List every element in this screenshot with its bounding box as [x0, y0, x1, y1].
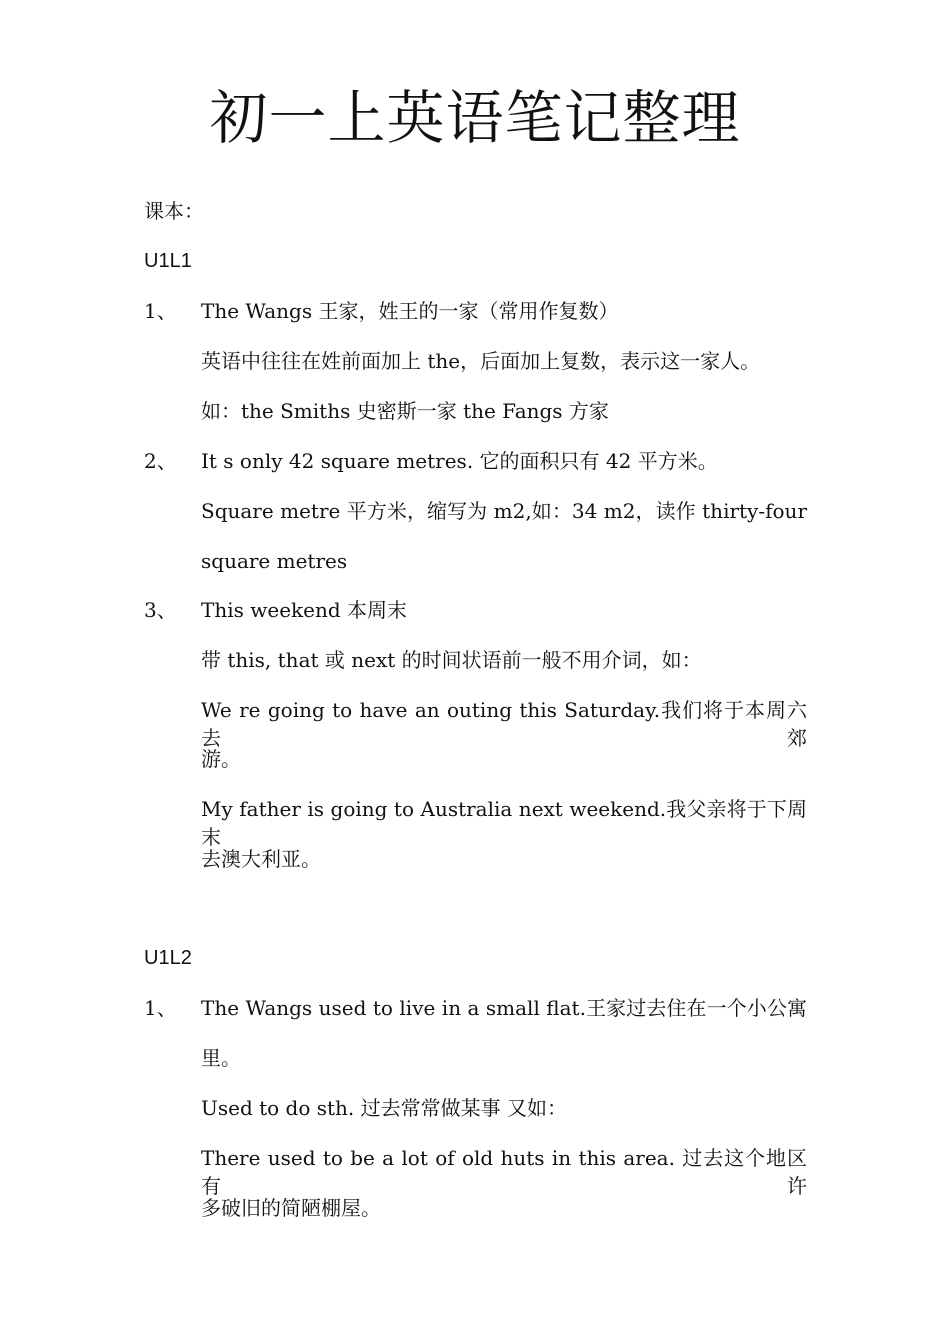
item-line: 游。	[201, 747, 241, 771]
item-head: It s only 42 square metres. 它的面积只有 42 平方米。	[201, 449, 718, 473]
item-line: 如：the Smiths 史密斯一家 the Fangs 方家	[201, 399, 609, 423]
item-line: 多破旧的简陋棚屋。	[201, 1196, 381, 1220]
item-number: 3、	[144, 598, 177, 622]
item-line: Square metre 平方米，缩写为 m2,如：34 m2，读作 thirty-four	[201, 499, 807, 523]
item-number: 1、	[144, 996, 177, 1020]
unit-heading-u1l2: U1L2	[144, 947, 192, 969]
item-line: 里。	[201, 1046, 241, 1070]
section-label: 课本：	[144, 199, 204, 223]
item-head: The Wangs 王家，姓王的一家（常用作复数）	[201, 299, 619, 323]
item-line: Used to do sth. 过去常常做某事 又如：	[201, 1096, 568, 1120]
item-number: 2、	[144, 449, 177, 473]
item-line: My father is going to Australia next weekend.我父亲将于下周末	[201, 797, 807, 849]
unit-heading-u1l1: U1L1	[144, 250, 192, 272]
item-line: 英语中往往在姓前面加上 the，后面加上复数，表示这一家人。	[201, 349, 761, 373]
item-line: 去澳大利亚。	[201, 847, 321, 871]
item-line: There used to be a lot of old huts in this area. 过去这个地区有许	[201, 1146, 807, 1198]
item-head: The Wangs used to live in a small flat.王家过去住在一个小公寓	[201, 996, 807, 1020]
item-number: 1、	[144, 299, 177, 323]
item-line: We re going to have an outing this Saturday.我们将于本周六去郊	[201, 698, 807, 750]
item-line: square metres	[201, 549, 348, 573]
item-line: 带 this, that 或 next 的时间状语前一般不用介词，如：	[201, 648, 702, 672]
item-head: This weekend 本周末	[201, 598, 408, 622]
document-title: 初一上英语笔记整理	[209, 84, 741, 152]
